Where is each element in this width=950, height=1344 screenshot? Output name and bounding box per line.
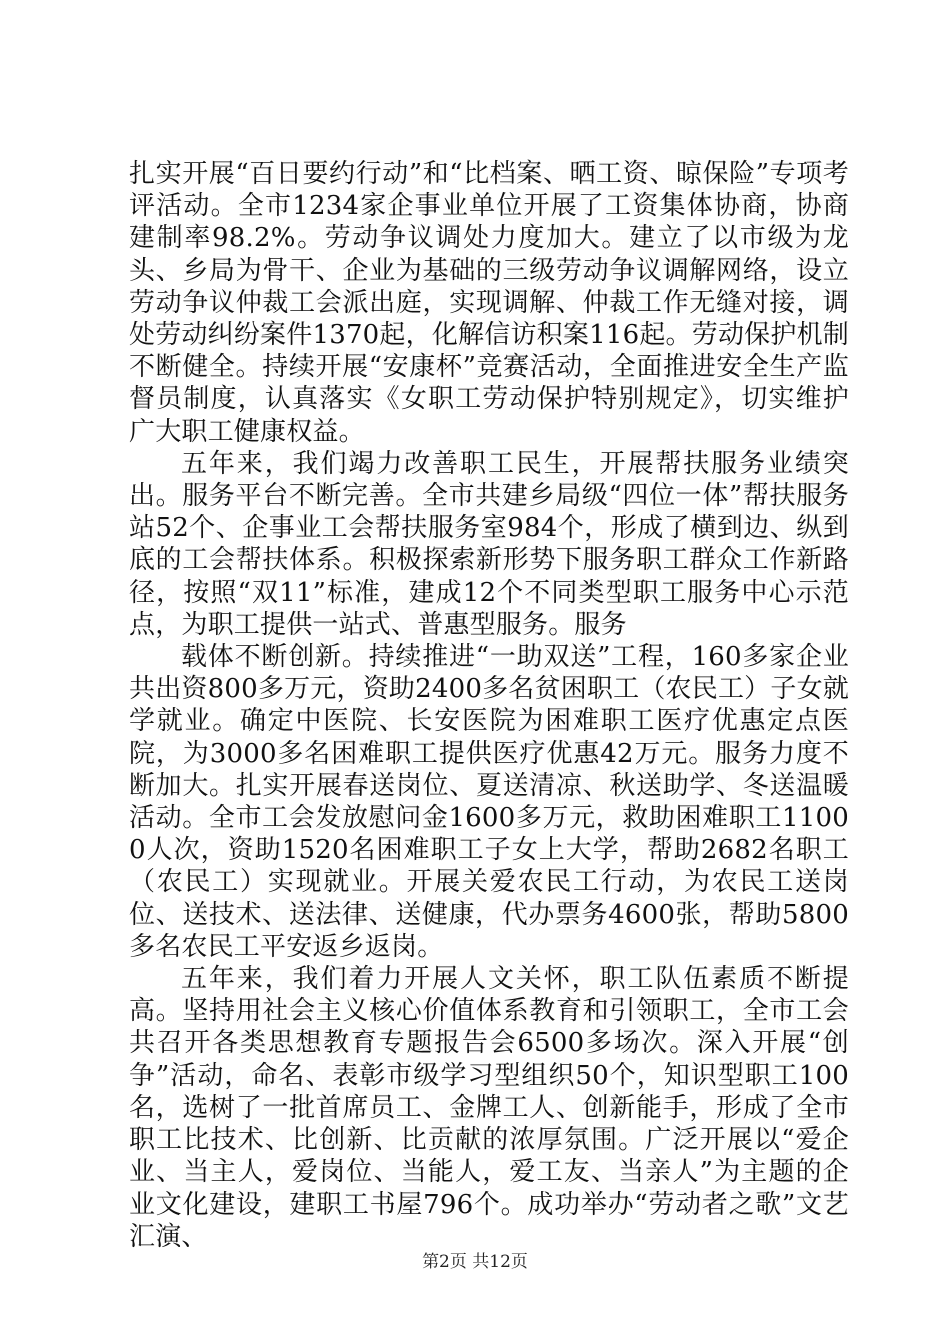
paragraph-2: 五年来，我们竭力改善职工民生，开展帮扶服务业绩突出。服务平台不断完善。全市共建乡局级“四位一体”帮扶服务站52个、企事业工会帮扶服务室984个，形成了横到边、纵到底的工会帮扶体系。积极探索新形势下服务职工群众工作新路径，按照“双11”标准，建成12个不同类型职工服务中心示范点，为职工提供一站式、普惠型服务。服务 [129, 448, 849, 640]
page-footer: 第2页 共12页 [422, 1252, 528, 1272]
paragraph-3: 载体不断创新。持续推进“一助双送”工程，160多家企业共出资800多万元，资助2400多名贫困职工（农民工）子女就学就业。确定中医院、长安医院为困难职工医疗优惠定点医院，为3000多名困难职工提供医疗优惠42万元。服务力度不断加大。扎实开展春送岗位、夏送清凉、秋送助学、冬送温暖活动。全市工会发放慰问金1600多万元，救助困难职工11000人次，资助1520名困难职工子女上大学，帮助2682名职工（农民工）实现就业。开展关爱农民工行动，为农民工送岗位、送技术、送法律、送健康，代办票务4600张，帮助5800多名农民工平安返乡返岗。 [129, 642, 849, 962]
paragraph-4: 五年来，我们着力开展人文关怀，职工队伍素质不断提高。坚持用社会主义核心价值体系教育和引领职工，全市工会共召开各类思想教育专题报告会6500多场次。深入开展“创争”活动，命名、表彰市级学习型组织50个，知识型职工100名，选树了一批首席员工、金牌工人、创新能手，形成了全市职工比技术、比创新、比贡献的浓厚氛围。广泛开展以“爱企业、当主人，爱岗位、当能人，爱工友、当亲人”为主题的企业文化建设，建职工书屋796个。成功举办“劳动者之歌”文艺汇演、 [129, 964, 849, 1252]
document-body [129, 158, 849, 1253]
paragraph-1: 扎实开展“百日要约行动”和“比档案、晒工资、晾保险”专项考评活动。全市1234家企事业单位开展了工资集体协商，协商建制率98.2%。劳动争议调处力度加大。建立了以市级为龙头、乡局为骨干、企业为基础的三级劳动争议调解网络，设立劳动争议仲裁工会派出庭，实现调解、仲裁工作无缝对接，调处劳动纠纷案件1370起，化解信访积案116起。劳动保护机制不断健全。持续开展“安康杯”竞赛活动，全面推进安全生产监督员制度，认真落实《女职工劳动保护特别规定》，切实维护广大职工健康权益。 [129, 159, 849, 447]
